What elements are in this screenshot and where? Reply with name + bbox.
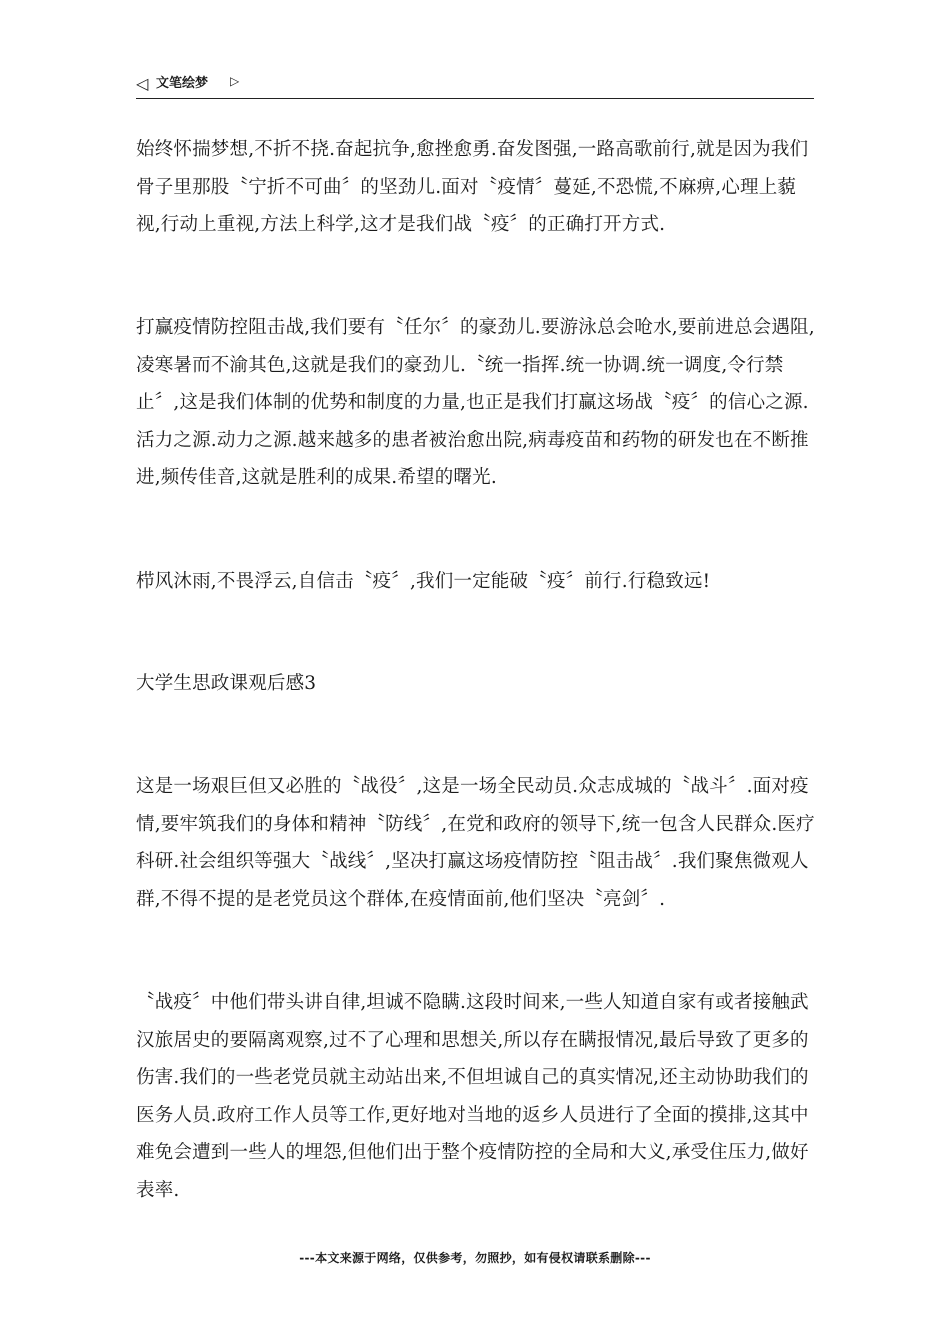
paragraph-4: 这是一场艰巨但又必胜的〝战役〞,这是一场全民动员.众志成城的〝战斗〞.面对疫情,要牢筑我们的身体和精神〝防线〞,在党和政府的领导下,统一包含人民群众.医疗科研.社会组织等强大〝战线〞,坚决打赢这场疫情防控〝阻击战〞.我们聚焦微观人群,不得不提的是老党员这个群体,在疫情面前,他们坚决〝亮剑〞.: [136, 776, 815, 910]
footer-disclaimer: ---本文来源于网络，仅供参考，勿照抄，如有侵权请联系删除---: [299, 1251, 651, 1265]
page-header: [136, 72, 814, 99]
triangle-right-icon: ▷: [230, 74, 240, 88]
triangle-left-icon: ◁: [136, 74, 149, 93]
brand-name: 文笔绘梦: [156, 76, 209, 91]
paragraph-5: 〝战疫〞中他们带头讲自律,坦诚不隐瞒.这段时间来,一些人知道自家有或者接触武汉旅居史的要隔离观察,过不了心理和思想关,所以存在瞒报情况,最后导致了更多的伤害.我们的一些老党员就主动站出来,不但坦诚自己的真实情况,还主动协助我们的医务人员.政府工作人员等工作,更好地对当地的返乡人员进行了全面的摸排,这其中难免会遭到一些人的埋怨,但他们出于整个疫情防控的全局和大义,承受住压力,做好表率.: [136, 992, 809, 1201]
paragraph-1: 始终怀揣梦想,不折不挠.奋起抗争,愈挫愈勇.奋发图强,一路高歌前行,就是因为我们骨子里那股〝宁折不可曲〞的坚劲儿.面对〝疫情〞蔓延,不恐慌,不麻痹,心理上藐视,行动上重视,方法上科学,这才是我们战〝疫〞的正确打开方式.: [136, 139, 809, 235]
paragraph-2: 打赢疫情防控阻击战,我们要有〝任尔〞的豪劲儿.要游泳总会呛水,要前进总会遇阻,凌寒暑而不渝其色,这就是我们的豪劲儿.〝统一指挥.统一协调.统一调度,令行禁止〞,这是我们体制的优势和制度的力量,也正是我们打赢这场战〝疫〞的信心之源.活力之源.动力之源.越来越多的患者被治愈出院,病毒疫苗和药物的研发也在不断推进,频传佳音,这就是胜利的成果.希望的曙光.: [136, 317, 815, 488]
section-heading: 大学生思政课观后感3: [136, 673, 317, 694]
paragraph-3: 栉风沐雨,不畏浮云,自信击〝疫〞,我们一定能破〝疫〞前行.行稳致远!: [136, 571, 711, 592]
